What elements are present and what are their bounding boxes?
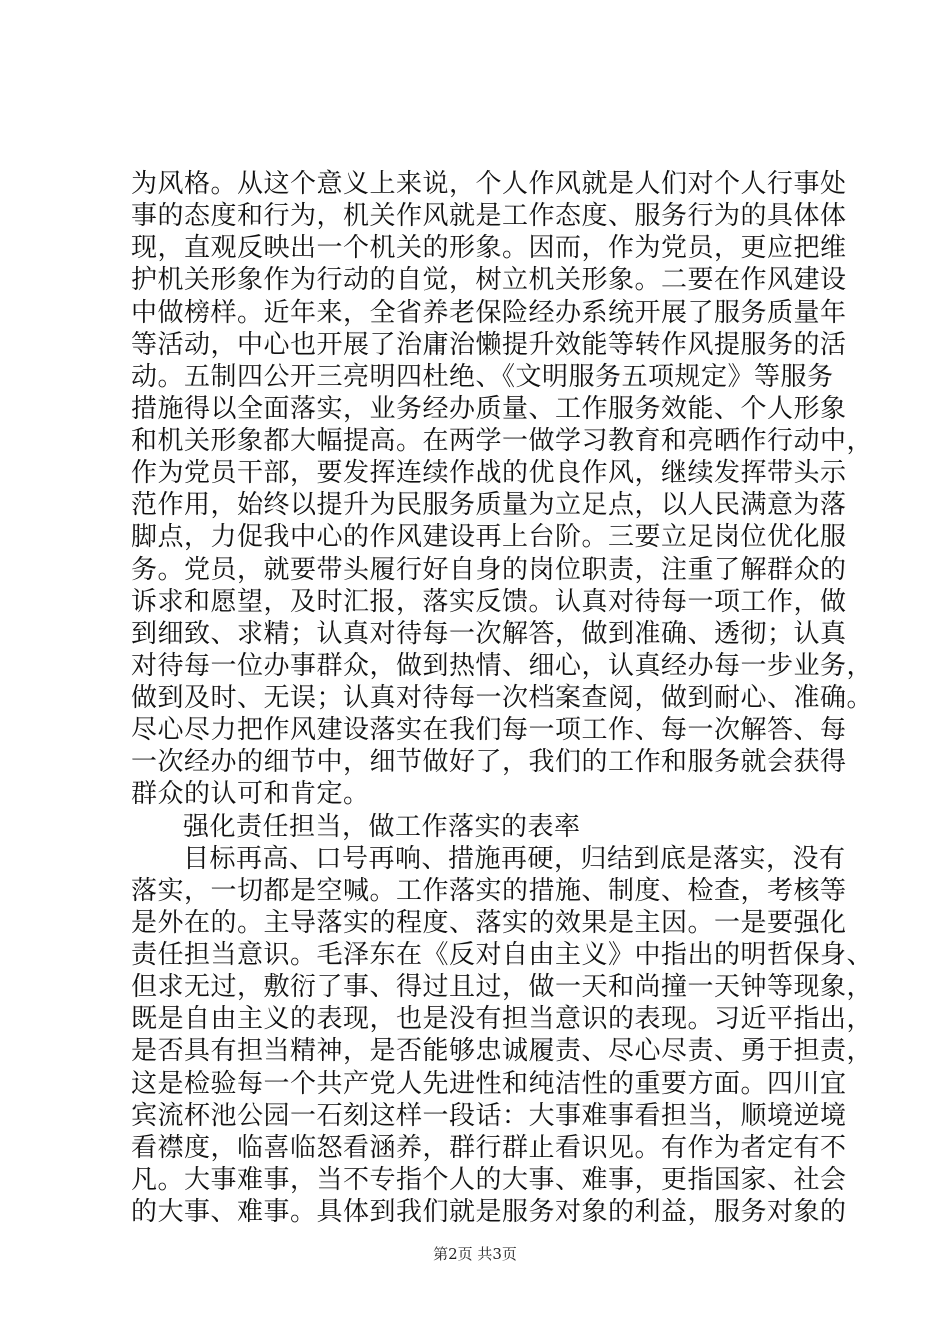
paragraph-line: 群众的认可和肯定。 bbox=[131, 779, 370, 810]
paragraph-line: 脚点，力促我中心的作风建设再上台阶。三要立足岗位优化服 bbox=[131, 522, 847, 553]
paragraph-line: 事的态度和行为，机关作风就是工作态度、服务行为的具体体 bbox=[131, 201, 847, 232]
paragraph-line: 尽心尽力把作风建设落实在我们每一项工作、每一次解答、每 bbox=[131, 715, 847, 746]
paragraph-line: 一次经办的细节中，细节做好了，我们的工作和服务就会获得 bbox=[131, 747, 847, 778]
paragraph-line: 落实，一切都是空喊。工作落实的措施、制度、检查，考核等 bbox=[131, 875, 847, 906]
paragraph-line: 中做榜样。近年来，全省养老保险经办系统开展了服务质量年 bbox=[131, 297, 847, 328]
paragraph-line: 是否具有担当精神，是否能够忠诚履责、尽心尽责、勇于担责， bbox=[131, 1036, 874, 1067]
section-heading: 强化责任担当，做工作落实的表率 bbox=[183, 811, 581, 842]
paragraph-line: 诉求和愿望，及时汇报，落实反馈。认真对待每一项工作，做 bbox=[131, 586, 847, 617]
paragraph-line: 护机关形象作为行动的自觉，树立机关形象。二要在作风建设 bbox=[131, 265, 847, 296]
paragraph-line: 等活动，中心也开展了治庸治懒提升效能等转作风提服务的活 bbox=[131, 329, 847, 360]
paragraph-line: 宾流杯池公园一石刻这样一段话：大事难事看担当，顺境逆境 bbox=[131, 1100, 847, 1131]
paragraph-line: 到细致、求精；认真对待每一次解答，做到准确、透彻；认真 bbox=[131, 618, 847, 649]
paragraph-line: 凡。大事难事，当不专指个人的大事、难事，更指国家、社会 bbox=[131, 1164, 847, 1195]
paragraph-line: 范作用，始终以提升为民服务质量为立足点，以人民满意为落 bbox=[131, 490, 847, 521]
paragraph-line: 作为党员干部，要发挥连续作战的优良作风，继续发挥带头示 bbox=[131, 458, 847, 489]
paragraph-line: 和机关形象都大幅提高。在两学一做学习教育和亮晒作行动中， bbox=[131, 426, 874, 456]
paragraph-line: 为风格。从这个意义上来说，个人作风就是人们对个人行事处 bbox=[131, 169, 847, 199]
paragraph-line: 务。党员，就要带头履行好自身的岗位职责，注重了解群众的 bbox=[131, 554, 847, 585]
paragraph-line: 现，直观反映出一个机关的形象。因而，作为党员，更应把维 bbox=[131, 233, 847, 264]
paragraph-line: 动。五制四公开三亮明四杜绝、《文明服务五项规定》等服务 bbox=[131, 361, 834, 392]
paragraph-line: 对待每一位办事群众，做到热情、细心，认真经办每一步业务， bbox=[131, 650, 874, 681]
paragraph-line: 是外在的。主导落实的程度、落实的效果是主因。一是要强化 bbox=[131, 907, 847, 938]
paragraph-line: 但求无过，敷衍了事、得过且过，做一天和尚撞一天钟等现象， bbox=[131, 972, 874, 1003]
page-number-footer: 第2页 共3页 bbox=[433, 1245, 517, 1263]
paragraph-line: 做到及时、无误；认真对待每一次档案查阅，做到耐心、准确。 bbox=[131, 683, 874, 713]
paragraph-line: 这是检验每一个共产党人先进性和纯洁性的重要方面。四川宜 bbox=[131, 1068, 847, 1099]
paragraph-line: 措施得以全面落实，业务经办质量、工作服务效能、个人形象 bbox=[131, 393, 847, 424]
paragraph-line: 看襟度，临喜临怒看涵养，群行群止看识见。有作为者定有不 bbox=[131, 1132, 847, 1163]
paragraph-line: 目标再高、口号再响、措施再硬，归结到底是落实，没有 bbox=[183, 843, 846, 874]
paragraph-line: 既是自由主义的表现，也是没有担当意识的表现。习近平指出， bbox=[131, 1004, 874, 1035]
paragraph-line: 责任担当意识。毛泽东在《反对自由主义》中指出的明哲保身、 bbox=[131, 940, 874, 970]
paragraph-line: 的大事、难事。具体到我们就是服务对象的利益，服务对象的 bbox=[131, 1197, 847, 1227]
